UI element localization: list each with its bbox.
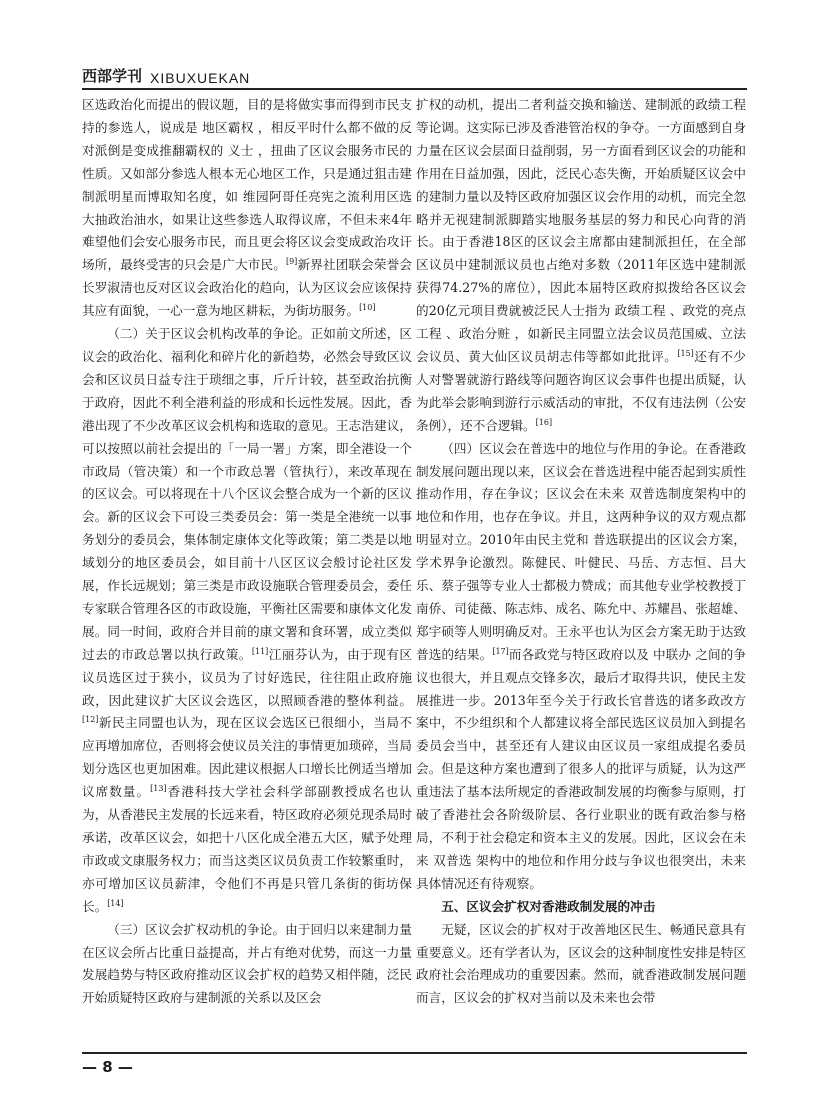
paragraph: 区选政治化而提出的假议题，目的是将做实事而得到市民支持的参选人，说成是 地区霸权 ，相反平时什么都不做的反对派倒是变成推翻霸权的 义士 ，扭曲了区议会服务市民的性质。又如部分参选人根本无心地区工作，只是通过狙击建制派明星而博取知名度，如 维园阿哥任亮宪之流利用区选大抽政治油水，如果让这些参选人取得议席，不但未来4年难望他们会安心服务市民，而且更会将区议会变成政治攻讦场所，最终受害的只会是广大市民。[9]新界社团联会荣誉会长罗淑清也反对区议会政治化的趋向，认为区议会应该保持其应有面貌，一心一意为地区耕耘，为街坊服务。[10] <box>82 97 413 319</box>
right-column <box>416 94 746 1010</box>
journal-name-latin: XIBUXUEKAN <box>150 70 251 86</box>
citation: [10] <box>359 302 376 312</box>
citation: [14] <box>107 898 124 908</box>
paragraph: （二）关于区议会机构改革的争论。正如前文所述，区议会的政治化、福利化和碎片化的新趋势，必然会导致区议会和区议员日益专注于琐细之事，斤斤计较，甚至政治抗衡于政府，因此不利全港利益的形成和长远性发展。因此，香港出现了不少改革区议会机构和选取的意见。王志浩建议，可以按照以前社会提出的「一局一署」方案，即全港设一个市政局（管决策）和一个市政总署（管执行），来改革现在的区议会。可以将现在十八个区议会整合成为一个新的区议会。新的区议会下可设三类委员会：第一类是全港统一以事务划分的委员会，集体制定康体文化等政策；第二类是以地域划分的地区委员会，如目前十八区区议会般讨论社区发展，作长远规划；第三类是市政设施联合管理委员会，委任专家联合管理各区的市政设施，平衡社区需要和康体文化发展。同一时间，政府合并目前的康文署和食环署，成立类似过去的市政总署以执行政策。[11]江丽芬认为，由于现有区议员选区过于狭小，议员为了讨好选民，往往阻止政府施政，因此建议扩大区议会选区，以照顾香港的整体利益。[12]新民主同盟也认为，现在区议会选区已很细小，当局不应再增加席位，否则将会使议员关注的事情更加琐碎，当局划分选区也更加困难。因此建议根据人口增长比例适当增加议席数量。[13]香港科技大学社会科学部副教授成名也认为，从香港民主发展的长远来看，特区政府必须兑现杀局时承诺，改革区议会，如把十八区化成全港五大区，赋予处理市政或文康服务权力；而当这类区议员负责工作较繁重时，亦可增加区议员薪津，令他们不再是只管几条街的街坊保长。[14] <box>82 326 413 914</box>
chapter-heading: 五、区议会扩权对香港政制发展的冲击 <box>441 898 656 914</box>
paragraph: （三）区议会扩权动机的争论。由于回归以来建制力量在区议会所占比重日益提高，并占有绝对优势，而这一力量发展趋势与特区政府推动区议会扩权的趋势又相伴随，泛民开始质疑特区政府与建制派的关系以及区会 <box>82 921 413 1006</box>
paragraph: 扩权的动机，提出二者利益交换和输送、建制派的政绩工程等论调。这实际已涉及香港管治权的争夺。一方面感到自身力量在区议会层面日益削弱，另一方面看到区议会的功能和作用在日益加强，因此，泛民心态失衡，开始质疑区议会中的建制力量以及特区政府加强区议会作用的动机，而完全忽略并无视建制派脚踏实地服务基层的努力和民心向背的消长。由于香港18区的区议会主席都由建制派担任，在全部区议员中建制派议员也占绝对多数（2011年区选中建制派获得74.27%的席位），因此本届特区政府拟拨给各区议会的20亿元项目费就被泛民人士指为 政绩工程 、政党的亮点工程 、政治分赃 ，如新民主同盟立法会议员范国威、立法会议员、黄大仙区议员胡志伟等都如此批评。[15]还有不少人对警署就游行路线等问题咨询区议会事件也提出质疑，认为此举会影响到游行示威活动的审批，不仅有违法例（公安条例），还不合逻辑。[16] <box>416 97 747 433</box>
citation: [13] <box>150 784 167 793</box>
section-heading: （三）区议会扩权动机的争论。 <box>107 921 286 937</box>
section-heading: （四）区议会在普选中的地位与作用的争论。 <box>441 440 696 456</box>
journal-name: 西部学刊 <box>82 67 143 85</box>
paragraph: （四）区议会在普选中的地位与作用的争论。在香港政制发展问题出现以来，区议会在普选进程中能否起到实质性推动作用，存在争议；区议会在未来 双普选制度架构中的地位和作用，也存在争议。并且，这两种争议的双方观点都明显对立。2010年由民主党和 普选联提出的区议会方案，学术界争论激烈。陈健民、叶健民、马岳、方志恒、吕大乐、蔡子强等专业人士都极力赞成；而其他专业学校教授丁南侨、司徒薇、陈志炜、成名、陈允中、苏耀昌、张超雄、郑宇硕等人则明确反对。王永平也认为区会方案无助于达致普选的结果。[17]而各政党与特区政府以及 中联办 之间的争议也很大，并且观点交锋多次，最后才取得共识，使民主发展推进一步。2013年至今关于行政长官普选的诸多政改方案中，不少组织和个人都建议将全部民选区议员加入到提名委员会当中，甚至还有人建议由区议员一家组成提名委员会。但是这种方案也遭到了很多人的批评与质疑，认为这严重违法了基本法所规定的香港政制发展的均衡参与原则，打破了香港社会各阶级阶层、各行业职业的既有政治参与格局，不利于社会稳定和资本主义的发展。因此，区议会在未来 双普选 架构中的地位和作用分歧与争议也很突出，未来具体情况还有待观察。 <box>416 440 747 891</box>
page-number: — 8 — <box>82 1052 747 1076</box>
left-column <box>82 94 412 1010</box>
citation: [17] <box>492 646 509 656</box>
section-heading: （二）关于区议会机构改革的争论。 <box>107 326 311 342</box>
paragraph: 无疑，区议会的扩权对于改善地区民生、畅通民意具有重要意义。还有学者认为，区议会的这种制度性安排是特区政府社会治理成功的重要因素。然而，就香港政制发展问题而言，区议会的扩权对当前以及未来也会带 <box>416 921 746 1006</box>
running-header <box>82 60 747 90</box>
citation: [12] <box>82 715 99 725</box>
citation: [9] <box>285 257 298 267</box>
citation: [16] <box>535 417 553 427</box>
citation: [15] <box>677 348 694 358</box>
citation: [11] <box>251 646 269 656</box>
